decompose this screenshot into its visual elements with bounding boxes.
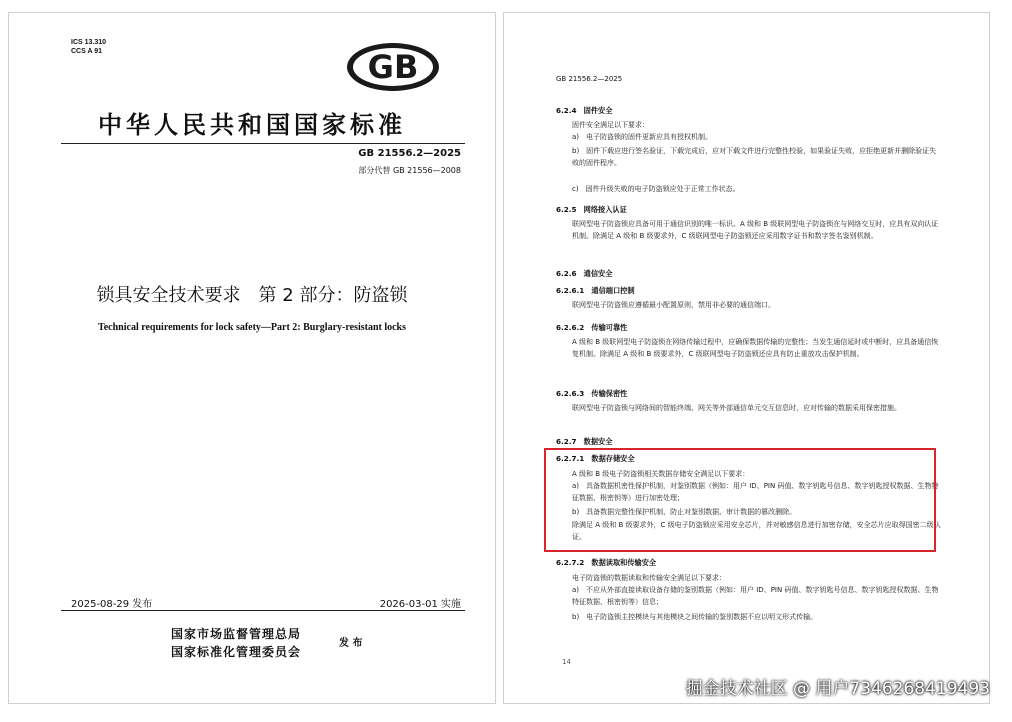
title-rule <box>61 143 465 144</box>
publish-label: 发 布 <box>339 638 363 649</box>
paragraph: 联网型电子防盗锁与网络间的智能终端、网关等外部通信单元交互信息时，应对传输的数据采用保密措施。 <box>572 404 901 412</box>
section-6-2-6: 6.2.6 通信安全 <box>556 269 613 278</box>
date-rule <box>61 610 465 611</box>
list-item: b) 固件下载应进行签名验证，下载完成后，应对下载文件进行完整性校验，如果验证失败，应拒绝更新并删除验证失败的固件程序。 <box>572 147 937 167</box>
list-item: c) 固件升级失败的电子防盗锁应处于正常工作状态。 <box>572 185 740 193</box>
section-6-2-6-1: 6.2.6.1 通信端口控制 <box>556 286 635 295</box>
content-page <box>503 12 990 704</box>
issuer-samr: 国家市场监督管理总局 <box>171 627 302 641</box>
national-standard-title: 中华人民共和国国家标准 <box>98 110 406 139</box>
ccs-code: CCS A 91 <box>71 48 102 55</box>
paragraph: 电子防盗锁的数据读取和传输安全满足以下要求： <box>572 574 726 582</box>
paragraph: 固件安全满足以下要求： <box>572 121 649 129</box>
page-header: GB 21556.2—2025 <box>556 75 623 83</box>
page-number: 14 <box>562 658 571 666</box>
standard-number: GB 21556.2—2025 <box>358 148 461 159</box>
implement-date: 2026-03-01 实施 <box>379 599 461 610</box>
gb-logo-text: GB <box>367 48 419 86</box>
section-6-2-7-1: 6.2.7.1 数据存储安全 <box>556 454 635 463</box>
highlight-box <box>544 448 936 552</box>
section-6-2-7: 6.2.7 数据安全 <box>556 437 613 446</box>
paragraph: A 级和 B 级联网型电子防盗锁在网络传输过程中，应确保数据传输的完整性；当发生通信延时或中断时，应具备通信恢复机制。除满足 A 级和 B 级要求外，C 级联网型电子防盗锁还应具有防止重放攻击保护机制。 <box>572 338 939 358</box>
list-item: a) 具备数据机密性保护机制，对鉴别数据（例如：用户 ID、PIN 码值、数字钥匙号信息、数字钥匙授权数据、生物特征数据、根密钥等）进行加密处理； <box>572 482 939 502</box>
title-chinese: 锁具安全技术要求 第 2 部分：防盗锁 <box>96 285 408 306</box>
paragraph: 联网型电子防盗锁应遵循最小配置原则，禁用非必要的通信端口。 <box>572 301 775 309</box>
ics-code: ICS 13.310 <box>71 39 107 46</box>
section-6-2-6-3: 6.2.6.3 传输保密性 <box>556 389 628 398</box>
replaces-note: 部分代替 GB 21556—2008 <box>358 166 461 175</box>
section-6-2-6-2: 6.2.6.2 传输可靠性 <box>556 323 628 332</box>
list-item: a) 电子防盗锁的固件更新应具有授权机制。 <box>572 133 713 141</box>
list-item: b) 电子防盗锁主控模块与其他模块之间传输的鉴别数据不应以明文形式传输。 <box>572 613 818 621</box>
paragraph: A 级和 B 级电子防盗锁相关数据存储安全满足以下要求： <box>572 470 750 478</box>
cover-page <box>8 12 496 704</box>
gb-logo-icon <box>345 41 441 93</box>
watermark: 掘金技术社区 @ 用户7346268419493 <box>685 679 990 699</box>
paragraph: 除满足 A 级和 B 级要求外，C 级电子防盗锁应采用安全芯片，并对敏感信息进行加密存储，安全芯片应取得国密二级认证。 <box>572 521 941 541</box>
section-6-2-4: 6.2.4 固件安全 <box>556 106 613 115</box>
title-english: Technical requirements for lock safety—Part 2: Burglary-resistant locks <box>97 322 407 333</box>
issuer-sac: 国家标准化管理委员会 <box>171 645 302 659</box>
list-item: a) 不应从外部直接读取设备存储的鉴别数据（例如：用户 ID、PIN 码值、数字钥匙号信息、数字钥匙授权数据、生物特征数据、根密钥等）信息； <box>572 586 939 606</box>
section-6-2-5: 6.2.5 网络接入认证 <box>556 205 627 214</box>
list-item: b) 具备数据完整性保护机制，防止对鉴别数据、审计数据的篡改删除。 <box>572 508 797 516</box>
release-date: 2025-08-29 发布 <box>71 599 153 610</box>
paragraph: 联网型电子防盗锁应具备可用于通信识别的唯一标识。A 级和 B 级联网型电子防盗锁在与网络交互时，应具有双向认证机制。除满足 A 级和 B 级要求外，C 级联网型电子防盗锁还应采用数字证书和数字签名鉴别机制。 <box>572 220 939 240</box>
section-6-2-7-2: 6.2.7.2 数据读取和传输安全 <box>556 558 657 567</box>
